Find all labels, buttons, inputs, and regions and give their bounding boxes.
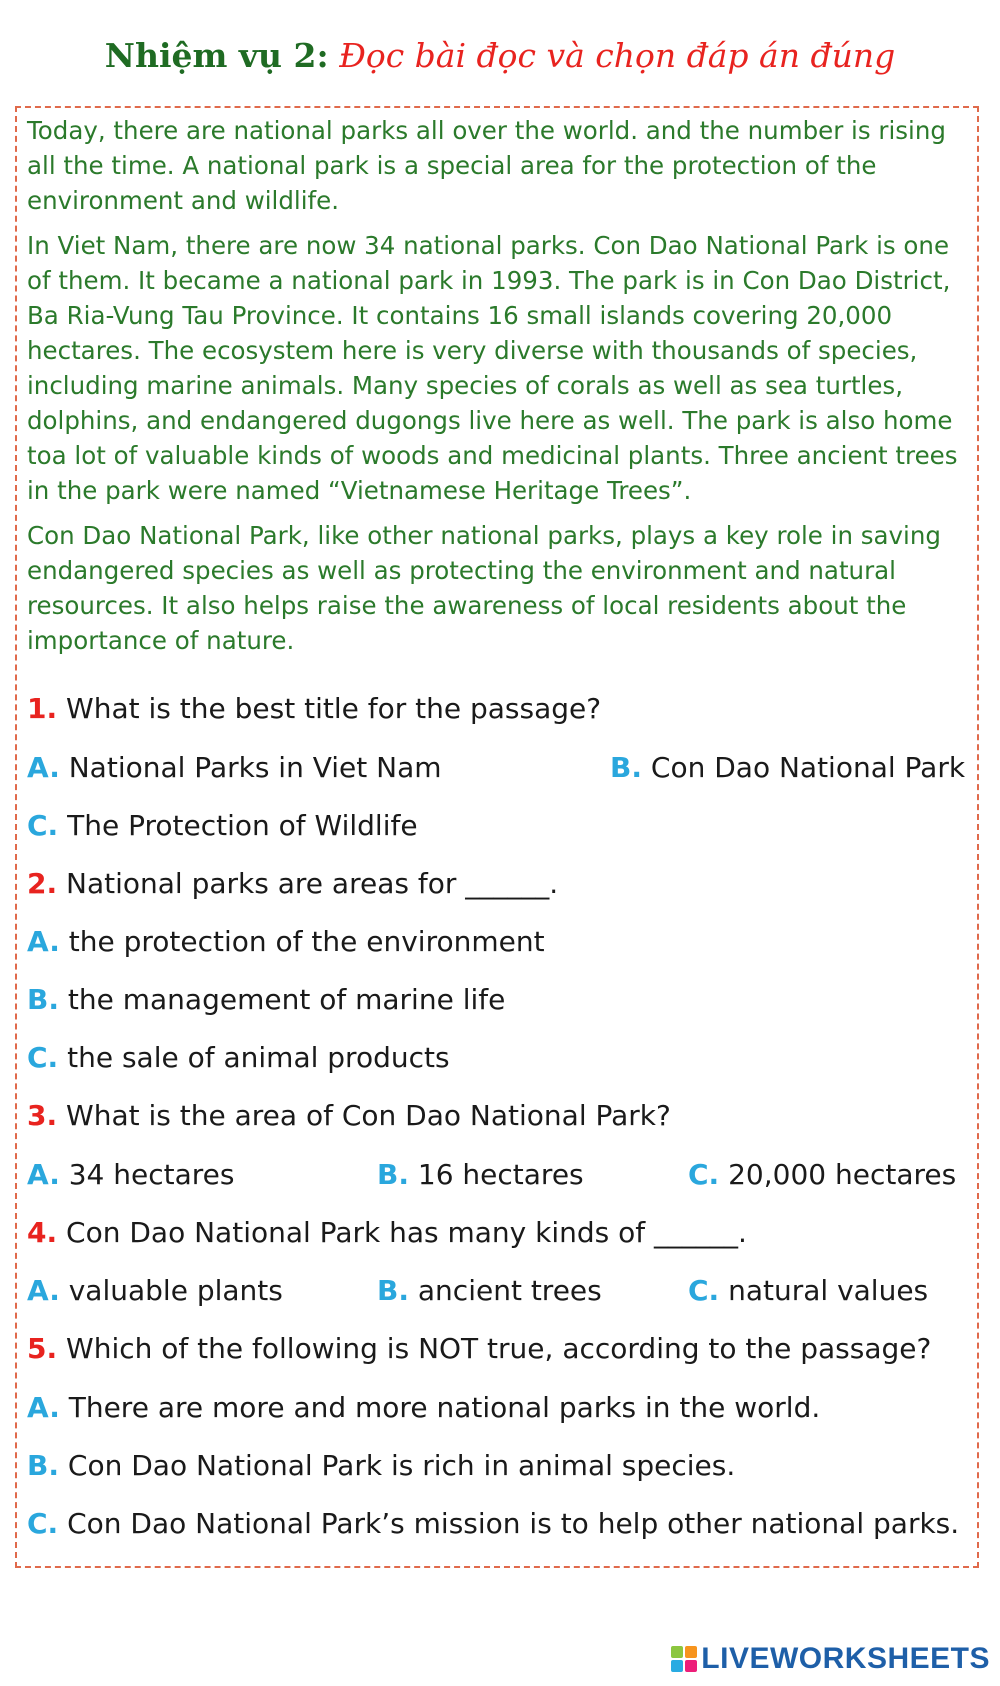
option-text: the management of marine life xyxy=(67,983,506,1016)
option-letter: A. xyxy=(27,1158,60,1191)
passage-paragraph: Today, there are national parks all over the world. and the number is rising all the time. A national park is a special area for the protection of the environment and wildlife. xyxy=(27,116,946,215)
question-text: What is the best title for the passage? xyxy=(66,692,602,725)
option-text: the sale of animal products xyxy=(67,1041,450,1074)
question-number: 4. xyxy=(27,1216,58,1249)
option-letter: B. xyxy=(27,983,59,1016)
option-text: valuable plants xyxy=(68,1274,283,1307)
question-text: What is the area of Con Dao National Park? xyxy=(66,1099,671,1132)
q5-option-c[interactable] xyxy=(27,1506,959,1542)
option-letter: C. xyxy=(688,1274,720,1307)
option-text: Con Dao National Park’s mission is to help other national parks. xyxy=(67,1507,960,1540)
option-letter: C. xyxy=(688,1158,720,1191)
option-letter: A. xyxy=(27,925,60,958)
option-text: There are more and more national parks in the world. xyxy=(68,1391,821,1424)
question-number: 1. xyxy=(27,692,58,725)
option-letter: A. xyxy=(27,751,60,784)
option-letter: B. xyxy=(377,1158,409,1191)
passage-paragraph: In Viet Nam, there are now 34 national parks. Con Dao National Park is one of them. It became a national park in 1993. The park is in Con Dao District, Ba Ria-Vung Tau Province. It contains 16 small islands covering 20,000 hectares. The ecosystem here is very diverse with thousands of species, including marine animals. Many species of corals as well as sea turtles, dolphins, and endangered dugongs live here as well. The park is also home toa lot of valuable kinds of woods and medicinal plants. Three ancient trees in the park were named “Vietnamese Heritage Trees”. xyxy=(27,231,958,505)
option-text: National Parks in Viet Nam xyxy=(68,751,442,784)
q5-option-a[interactable] xyxy=(27,1390,820,1426)
option-letter: C. xyxy=(27,1041,59,1074)
option-letter: B. xyxy=(27,1449,59,1482)
passage-paragraph: Con Dao National Park, like other national parks, plays a key role in saving endangered species as well as protecting the environment and natural resources. It also helps raise the awareness of local residents about the importance of nature. xyxy=(27,521,941,655)
option-letter: B. xyxy=(610,751,642,784)
q5-option-b[interactable] xyxy=(27,1448,735,1484)
option-text: Con Dao National Park xyxy=(650,751,966,784)
task-instruction: Đọc bài đọc và chọn đáp án đúng xyxy=(339,36,896,75)
option-letter: A. xyxy=(27,1391,60,1424)
question-number: 5. xyxy=(27,1332,58,1365)
q2-option-a[interactable] xyxy=(27,924,545,960)
q1-option-b[interactable] xyxy=(610,750,965,786)
q1-option-c[interactable] xyxy=(27,808,418,844)
q2-option-b[interactable] xyxy=(27,982,505,1018)
q3-option-c[interactable] xyxy=(688,1157,956,1193)
q4-option-a[interactable] xyxy=(27,1273,283,1309)
option-text: 16 hectares xyxy=(417,1158,584,1191)
q2-option-c[interactable] xyxy=(27,1040,450,1076)
q1-option-a[interactable] xyxy=(27,750,442,786)
option-letter: B. xyxy=(377,1274,409,1307)
question-3 xyxy=(27,1098,671,1134)
question-4 xyxy=(27,1215,747,1251)
reading-passage xyxy=(27,113,977,668)
q3-option-b[interactable] xyxy=(377,1157,584,1193)
question-text: National parks are areas for ______. xyxy=(66,867,559,900)
liveworksheets-logo xyxy=(671,1642,990,1676)
question-2 xyxy=(27,866,558,902)
option-text: Con Dao National Park is rich in animal species. xyxy=(67,1449,736,1482)
page-title xyxy=(0,36,1000,75)
option-text: natural values xyxy=(728,1274,929,1307)
option-text: The Protection of Wildlife xyxy=(67,809,418,842)
option-text: 34 hectares xyxy=(68,1158,235,1191)
q3-option-a[interactable] xyxy=(27,1157,234,1193)
task-label: Nhiệm vụ 2: xyxy=(104,36,329,75)
option-letter: A. xyxy=(27,1274,60,1307)
option-text: ancient trees xyxy=(417,1274,602,1307)
q4-option-c[interactable] xyxy=(688,1273,928,1309)
question-1 xyxy=(27,691,601,727)
question-5 xyxy=(27,1331,931,1367)
option-letter: C. xyxy=(27,1507,59,1540)
question-number: 2. xyxy=(27,867,58,900)
question-number: 3. xyxy=(27,1099,58,1132)
logo-text: LIVEWORKSHEETS xyxy=(701,1642,990,1675)
question-text: Con Dao National Park has many kinds of ______. xyxy=(66,1216,747,1249)
option-letter: C. xyxy=(27,809,59,842)
option-text: 20,000 hectares xyxy=(728,1158,957,1191)
liveworksheets-logo-icon xyxy=(671,1646,697,1672)
question-text: Which of the following is NOT true, according to the passage? xyxy=(66,1332,932,1365)
option-text: the protection of the environment xyxy=(68,925,545,958)
q4-option-b[interactable] xyxy=(377,1273,602,1309)
